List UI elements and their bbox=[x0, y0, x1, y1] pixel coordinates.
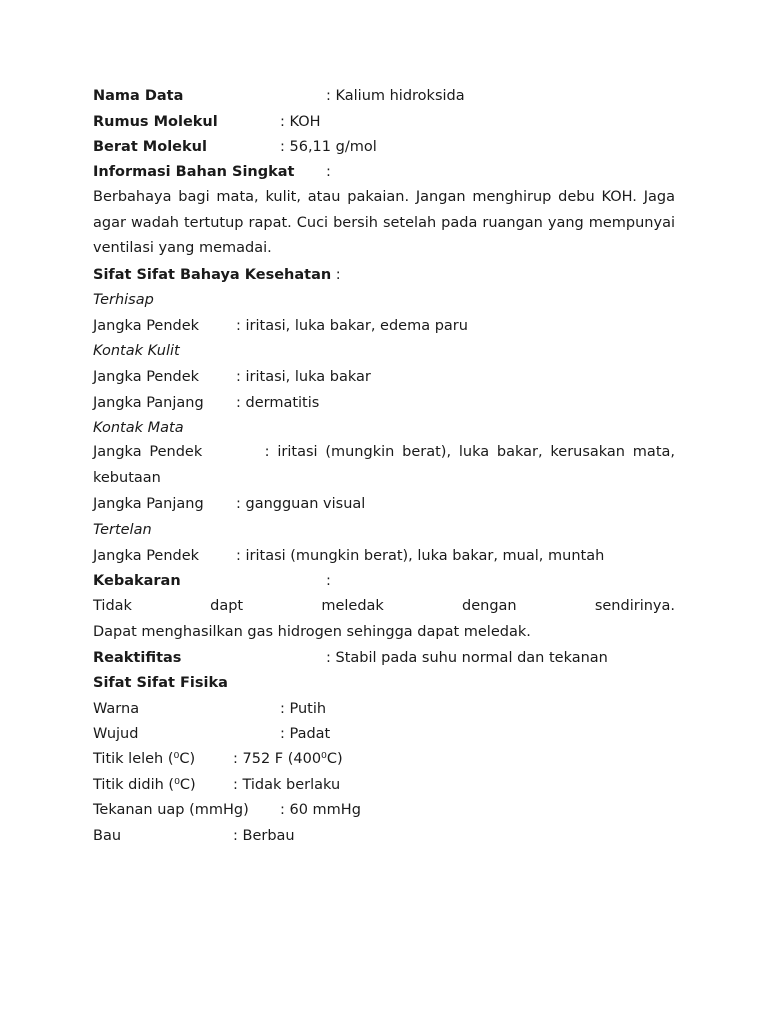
rumus-molekul-value: : KOH bbox=[280, 114, 321, 130]
mata-panjang-label: Jangka Panjang bbox=[93, 496, 204, 512]
kulit-pendek-label: Jangka Pendek bbox=[93, 369, 200, 385]
kebakaran-line-1 bbox=[93, 596, 675, 616]
kebakaran-word: Tidak bbox=[93, 598, 132, 614]
mata-pendek-text: Jangka Pendek : iritasi (mungkin berat), luka bakar, kerusakan mata, kebutaan bbox=[93, 444, 680, 486]
kulit-panjang-label: Jangka Panjang bbox=[93, 395, 204, 411]
tekanan-uap-value: : 60 mmHg bbox=[280, 802, 361, 818]
bau-label: Bau bbox=[93, 828, 122, 844]
rumus-molekul-row bbox=[93, 112, 218, 132]
berat-molekul-row bbox=[93, 137, 207, 157]
kontak-kulit-heading: Kontak Kulit bbox=[93, 343, 180, 359]
nama-data-row bbox=[93, 86, 183, 106]
informasi-colon: : bbox=[326, 164, 331, 180]
berat-molekul-value: : 56,11 g/mol bbox=[280, 139, 377, 155]
reaktifitas-label: Reaktifitas bbox=[93, 650, 182, 666]
sifat-fisika-label: Sifat Sifat Fisika bbox=[93, 675, 228, 691]
kontak-mata-heading: Kontak Mata bbox=[93, 420, 184, 436]
nama-data-label: Nama Data bbox=[93, 88, 184, 104]
tekanan-uap-label: Tekanan uap (mmHg) bbox=[93, 802, 249, 818]
titik-didih-label: Titik didih (⁰C) bbox=[93, 777, 196, 793]
kebakaran-label: Kebakaran bbox=[93, 573, 181, 589]
terhisap-pendek-value: : iritasi, luka bakar, edema paru bbox=[236, 318, 468, 334]
wujud-label: Wujud bbox=[93, 726, 139, 742]
titik-didih-value: : Tidak berlaku bbox=[233, 777, 341, 793]
warna-value: : Putih bbox=[280, 701, 327, 717]
titik-leleh-label: Titik leleh (⁰C) bbox=[93, 751, 196, 767]
sifat-fisika-heading bbox=[93, 673, 228, 693]
informasi-heading bbox=[93, 162, 294, 182]
sifat-bahaya-label: Sifat Sifat Bahaya Kesehatan bbox=[93, 267, 332, 283]
reaktifitas-value: : Stabil pada suhu normal dan tekanan bbox=[326, 650, 608, 666]
mata-panjang-value: : gangguan visual bbox=[236, 496, 366, 512]
berat-molekul-label: Berat Molekul bbox=[93, 139, 207, 155]
informasi-paragraph: Berbahaya bagi mata, kulit, atau pakaian. Jangan menghirup debu KOH. Jaga agar wadah tertutup rapat. Cuci bersih setelah pada ruangan yang mempunyai ventilasi yang memadai. bbox=[93, 189, 675, 257]
kebakaran-colon: : bbox=[326, 573, 331, 589]
kebakaran-line-2: Dapat menghasilkan gas hidrogen sehingga dapat meledak. bbox=[93, 624, 531, 640]
wujud-value: : Padat bbox=[280, 726, 331, 742]
tertelan-pendek-value: : iritasi (mungkin berat), luka bakar, mual, muntah bbox=[236, 548, 605, 564]
titik-leleh-value: : 752 F (400⁰C) bbox=[233, 751, 343, 767]
sifat-bahaya-colon: : bbox=[335, 267, 341, 283]
kebakaran-word: meledak bbox=[321, 598, 384, 614]
kebakaran-word: dengan bbox=[462, 598, 517, 614]
terhisap-heading: Terhisap bbox=[93, 292, 154, 308]
nama-data-value: : Kalium hidroksida bbox=[326, 88, 465, 104]
kulit-pendek-value: : iritasi, luka bakar bbox=[236, 369, 371, 385]
kebakaran-word: dapt bbox=[210, 598, 244, 614]
kebakaran-word: sendirinya. bbox=[594, 598, 675, 614]
reaktifitas-row bbox=[93, 648, 181, 668]
warna-label: Warna bbox=[93, 701, 140, 717]
tertelan-pendek-label: Jangka Pendek bbox=[93, 548, 200, 564]
bau-value: : Berbau bbox=[233, 828, 295, 844]
kebakaran-heading bbox=[93, 571, 181, 591]
kulit-panjang-value: : dermatitis bbox=[236, 395, 320, 411]
informasi-label: Informasi Bahan Singkat bbox=[93, 164, 295, 180]
tertelan-heading: Tertelan bbox=[93, 522, 152, 538]
terhisap-pendek-label: Jangka Pendek bbox=[93, 318, 200, 334]
rumus-molekul-label: Rumus Molekul bbox=[93, 114, 218, 130]
sifat-bahaya-heading bbox=[93, 265, 341, 285]
